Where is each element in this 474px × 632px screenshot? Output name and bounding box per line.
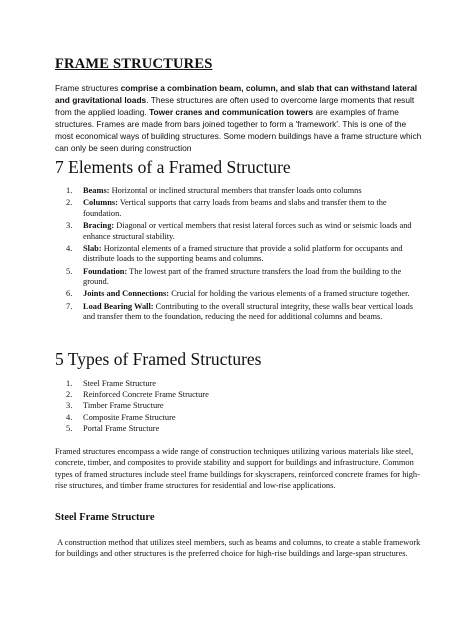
list-number: 5. bbox=[66, 266, 73, 276]
list-number: 2. bbox=[66, 198, 73, 208]
list-number: 5. bbox=[66, 423, 73, 433]
list-term: Beams: bbox=[83, 186, 110, 195]
list-item bbox=[66, 244, 426, 265]
list-term: Foundation: bbox=[83, 266, 128, 276]
list-number: 1. bbox=[66, 186, 73, 195]
list-number: 6. bbox=[66, 289, 73, 299]
list-number: 7. bbox=[66, 301, 73, 311]
list-text: Diagonal or vertical members that resist lateral forces such as wind or seismic loads and enhance structural stability. bbox=[83, 220, 412, 241]
list-item bbox=[66, 424, 426, 435]
list-item bbox=[66, 267, 426, 288]
list-term: Slab: bbox=[83, 243, 102, 253]
list-item bbox=[66, 289, 426, 300]
intro-paragraph bbox=[55, 82, 425, 154]
list-item bbox=[66, 390, 426, 401]
types-heading: 5 Types of Framed Structures bbox=[55, 349, 262, 369]
list-term: Columns: bbox=[83, 198, 118, 208]
intro-text-1: Frame structures bbox=[55, 83, 121, 93]
list-number: 2. bbox=[66, 390, 73, 400]
list-term: Bracing: bbox=[83, 220, 115, 230]
list-text: Portal Frame Structure bbox=[83, 423, 160, 433]
list-text: Horizontal elements of a framed structure that provide a solid platform for occupants and distribute loads to the supporting beams and columns. bbox=[83, 243, 403, 264]
page-title: FRAME STRUCTURES bbox=[55, 56, 213, 72]
intro-text-3: are examples of frame structures. Frames are made from bars joined together to form a 'framework'. This is one of the most economical ways of building structures. Some modern buildings have a frame structure which can only be seen during construction bbox=[55, 107, 422, 153]
list-item bbox=[66, 379, 426, 390]
types-paragraph: Framed structures encompass a wide range of construction techniques utilizing various materials like steel, concrete, timber, and composites to provide stability and support for buildings and infrastructure. Common types of framed structures include steel frame buildings for skyscrapers, reinforced concrete frames for high-rise structures, and timber frame structures for residential and low-rise applications. bbox=[55, 447, 420, 491]
steel-paragraph: A construction method that utilizes steel members, such as beams and columns, to create a stable framework for buildings and other structures is the preferred choice for high-rise buildings and large-span structures. bbox=[55, 538, 423, 559]
list-text: Crucial for holding the various elements of a framed structure together. bbox=[169, 289, 410, 299]
list-text: Timber Frame Structure bbox=[83, 401, 164, 411]
list-text: Contributing to the overall structural integrity, these walls bear vertical loads and transfer them to the foundation, reducing the need for additional columns and beams. bbox=[83, 301, 414, 322]
list-text: Reinforced Concrete Frame Structure bbox=[83, 390, 209, 400]
list-term: Load Bearing Wall: bbox=[83, 301, 154, 311]
list-text: Composite Frame Structure bbox=[83, 412, 176, 422]
list-text: Steel Frame Structure bbox=[83, 379, 157, 388]
list-item bbox=[66, 413, 426, 424]
intro-text-2: . These structures are often used to overcome large moments that result from the applied loading. bbox=[55, 95, 415, 117]
list-number: 1. bbox=[66, 379, 73, 388]
list-number: 4. bbox=[66, 243, 73, 253]
intro-bold-2: Tower cranes and communication towers bbox=[149, 107, 314, 117]
list-text: Horizontal or inclined structural members that transfer loads onto columns bbox=[109, 186, 362, 195]
steel-heading: Steel Frame Structure bbox=[55, 512, 155, 523]
list-text: Vertical supports that carry loads from beams and slabs and transfer them to the foundation. bbox=[83, 198, 387, 218]
list-item bbox=[66, 221, 426, 242]
list-text: The lowest part of the framed structure transfers the load from the building to the ground. bbox=[83, 266, 402, 287]
types-list bbox=[66, 379, 426, 435]
list-number: 3. bbox=[66, 401, 73, 411]
intro-bold-1: comprise a combination beam, column, and slab that can withstand lateral and gravitational loads bbox=[55, 83, 418, 105]
list-number: 4. bbox=[66, 412, 73, 422]
elements-heading: 7 Elements of a Framed Structure bbox=[55, 157, 291, 177]
list-item bbox=[66, 186, 426, 197]
list-item bbox=[66, 401, 426, 412]
list-number: 3. bbox=[66, 220, 73, 230]
list-term: Joints and Connections: bbox=[83, 289, 170, 299]
list-item bbox=[66, 302, 426, 323]
elements-list bbox=[66, 186, 426, 324]
list-item bbox=[66, 198, 426, 219]
